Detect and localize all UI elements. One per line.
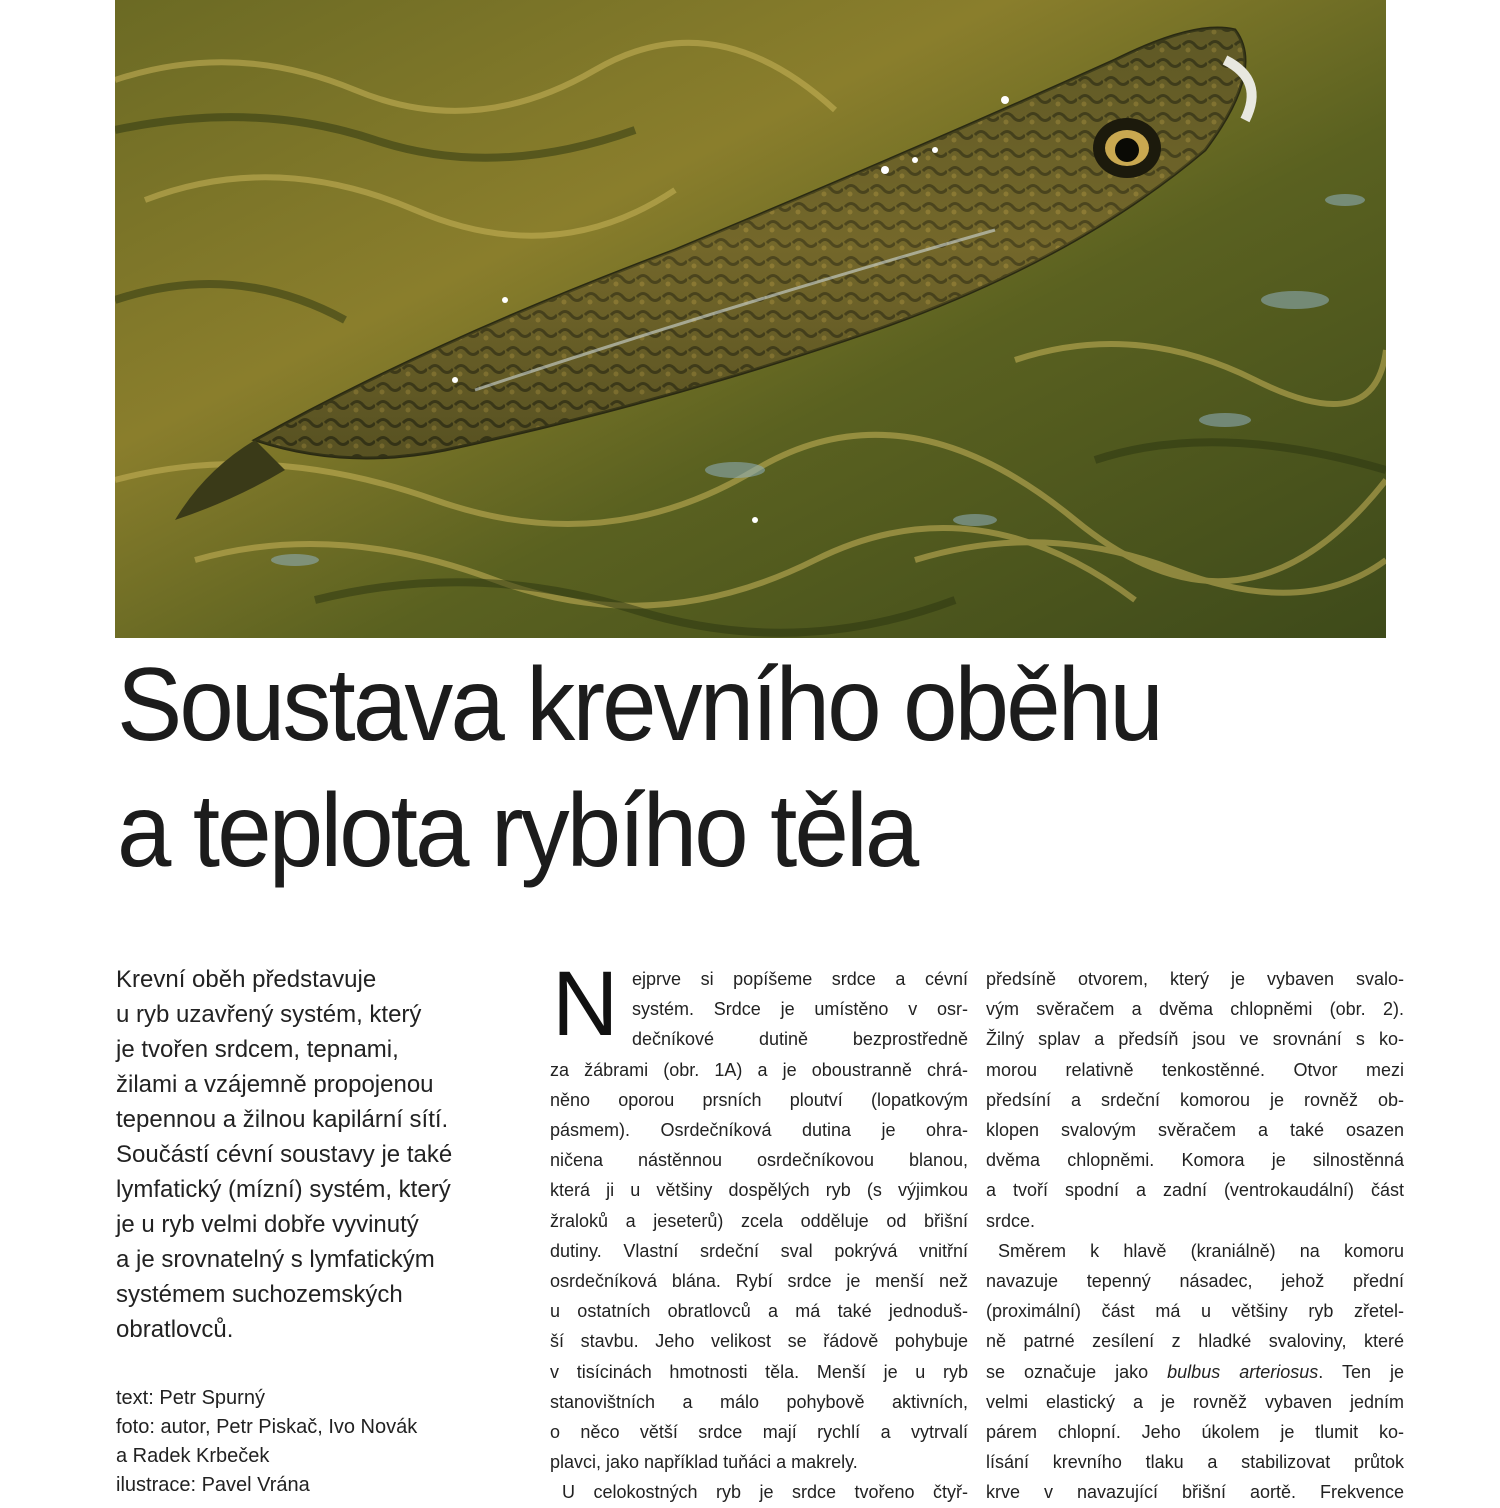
credit-line: foto: autor, Petr Piskač, Ivo Novák [116, 1416, 418, 1438]
body-line: (proximální) část má u většiny ryb zřetel- [986, 1301, 1404, 1322]
body-line: osrdečníková blána. Rybí srdce je menší než [550, 1271, 968, 1292]
body-line: stanovištních a málo pohybově aktivních, [550, 1391, 968, 1412]
body-column-2 [986, 964, 1404, 1508]
lead-line: je u ryb velmi dobře vyvinutý [116, 1211, 419, 1238]
fish-photo [115, 0, 1386, 638]
lead-line: tepennou a žilnou kapilární sítí. [116, 1106, 449, 1133]
body-line: o něco větší srdce mají rychlí a vytrvalí [550, 1422, 968, 1443]
body-line: ší stavbu. Jeho velikost se řádově pohybuje [550, 1331, 968, 1352]
body-line: vým svěračem a dvěma chlopněmi (obr. 2). [986, 999, 1404, 1020]
body-line: u ostatních obratlovců a má také jednoduš- [550, 1301, 968, 1322]
body-line-with-term [986, 1357, 1404, 1387]
body-line: ně patrné zesílení z hladké svaloviny, které [986, 1331, 1404, 1352]
title-line-2: a teplota rybího těla [117, 773, 917, 889]
body-line: za žábrami (obr. 1A) a je oboustranně chrá- [550, 1059, 968, 1080]
fish-in-water-illustration [115, 0, 1386, 638]
body-text: se označuje jako [986, 1361, 1168, 1382]
body-line: ejprve si popíšeme srdce a cévní [632, 969, 968, 989]
body-line: která ji u většiny dospělých ryb (s výjimkou [550, 1180, 968, 1201]
body-line: plavci, jako například tuňáci a makrely. [550, 1452, 858, 1473]
body-line: klopen svalovým svěračem a také osazen [986, 1120, 1404, 1141]
body-line: Žilný splav a předsíň jsou ve srovnání s ko- [986, 1029, 1404, 1050]
body-line: U celokostných ryb je srdce tvořeno čtyř- [562, 1482, 968, 1503]
lead-line: je tvořen srdcem, tepnami, [116, 1036, 399, 1063]
lead-line: a je srovnatelný s lymfatickým [116, 1246, 435, 1273]
lead-paragraph [116, 962, 516, 1347]
body-line: žraloků a jeseterů) zcela odděluje od břišní [550, 1210, 968, 1231]
body-line: ničena nástěnnou osrdečníkovou blanou, [550, 1150, 968, 1171]
body-line: lísání krevního tlaku a stabilizovat průtok [986, 1452, 1404, 1473]
body-line: předsíní a srdeční komorou je rovněž ob- [986, 1089, 1404, 1110]
body-text: . Ten je [1318, 1361, 1404, 1382]
body-line: párem chlopní. Jeho úkolem je tlumit ko- [986, 1422, 1404, 1443]
lead-line: u ryb uzavřený systém, který [116, 1001, 422, 1028]
body-line: dutiny. Vlastní srdeční sval pokrývá vnitřní [550, 1240, 968, 1261]
body-line: systém. Srdce je umístěno v osr- [632, 999, 968, 1020]
lead-line: obratlovců. [116, 1316, 234, 1343]
body-line: navazuje tepenný násadec, jehož přední [986, 1271, 1404, 1292]
drop-cap: N [552, 953, 619, 1055]
body-line: a tvoří spodní a zadní (ventrokaudální) část [986, 1180, 1404, 1201]
title-line-1: Soustava krevního oběhu [117, 647, 1161, 763]
latin-term: bulbus arteriosus [1167, 1361, 1319, 1382]
body-line: srdce. [986, 1210, 1036, 1231]
credit-line: ilustrace: Pavel Vrána [116, 1474, 310, 1496]
body-column-1 [550, 964, 968, 1508]
credit-line: text: Petr Spurný [116, 1387, 265, 1409]
lead-line: lymfatický (mízní) systém, který [116, 1176, 451, 1203]
body-line: krve v navazující břišní aortě. Frekvence [986, 1482, 1404, 1503]
body-line: dečníkové dutině bezprostředně [632, 1029, 968, 1050]
body-line: pásmem). Osrdečníková dutina je ohra- [550, 1120, 968, 1141]
body-line: Směrem k hlavě (kraniálně) na komoru [998, 1240, 1404, 1261]
body-line: něno oporou prsních ploutví (lopatkovým [550, 1089, 968, 1110]
lead-line: systémem suchozemských [116, 1281, 403, 1308]
body-line: dvěma chlopněmi. Komora je silnostěnná [986, 1150, 1404, 1171]
lead-line: žilami a vzájemně propojenou [116, 1071, 434, 1098]
article-title [117, 642, 1339, 894]
body-line: morou relativně tenkostěnné. Otvor mezi [986, 1059, 1404, 1080]
body-line: velmi elastický a je rovněž vybaven jedním [986, 1391, 1404, 1412]
lead-line: Součástí cévní soustavy je také [116, 1141, 453, 1168]
credit-line: a Radek Krbeček [116, 1445, 270, 1467]
body-line: v tisícinách hmotnosti těla. Menší je u ryb [550, 1361, 968, 1382]
body-line: předsíně otvorem, který je vybaven svalo- [986, 969, 1404, 989]
lead-line: Krevní oběh představuje [116, 966, 377, 993]
credits [116, 1384, 516, 1500]
